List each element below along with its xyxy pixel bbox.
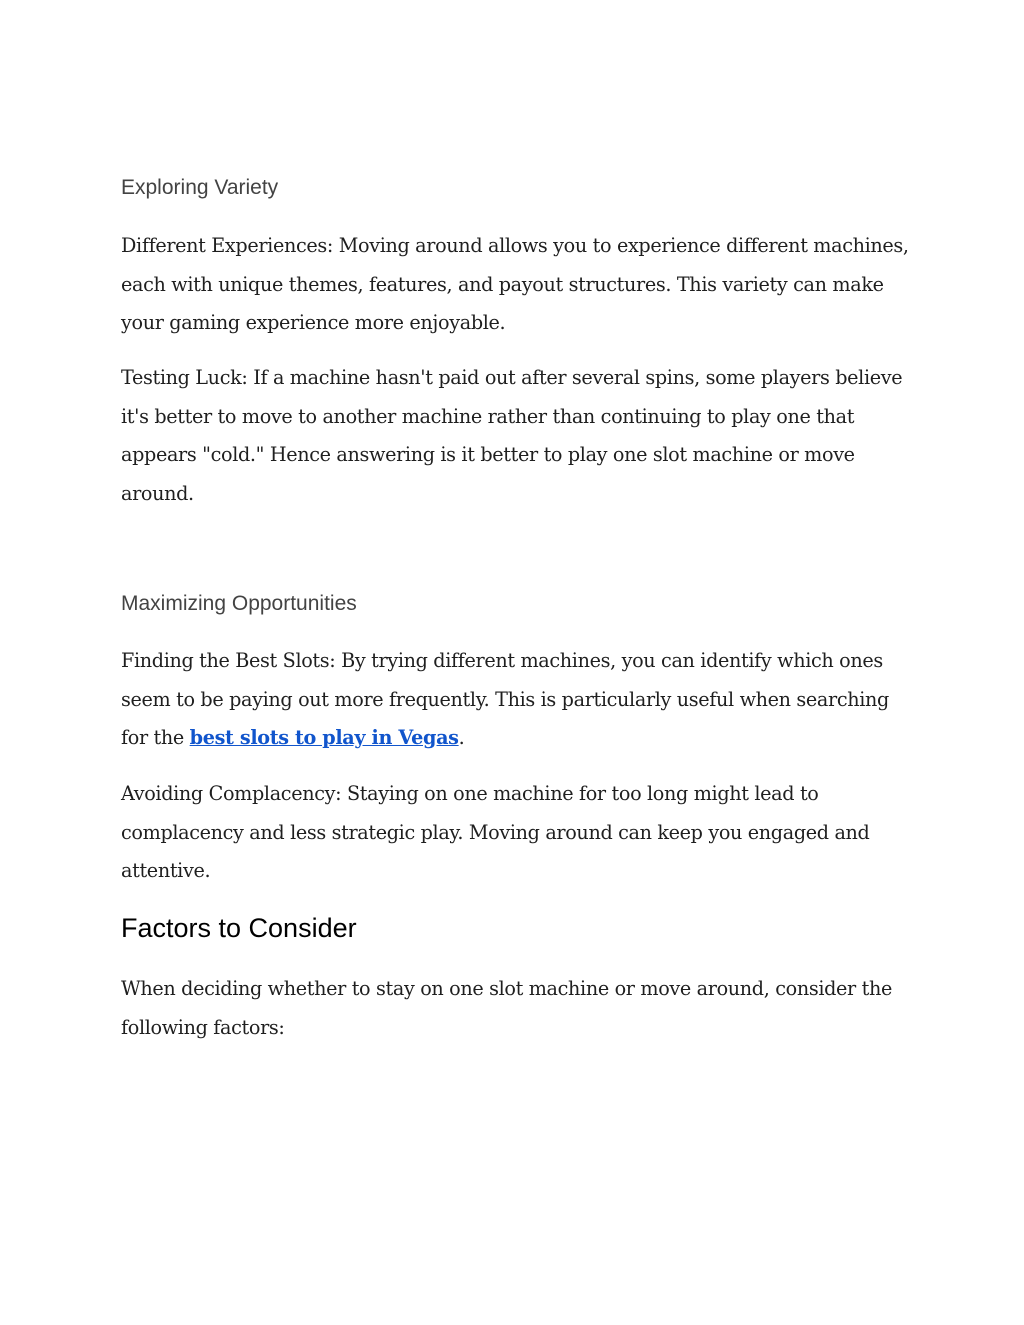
heading-factors-to-consider: Factors to Consider [121, 913, 357, 943]
paragraph-different-experiences: Different Experiences: Moving around allows you to experience different machines, each with unique themes, features, and payout structures. This variety can make your gaming experience more enjoyable. [121, 234, 909, 335]
paragraph-avoiding-complacency: Avoiding Complacency: Staying on one machine for too long might lead to complacency and less strategic play. Moving around can keep you engaged and attentive. [121, 782, 870, 883]
heading-exploring-variety: Exploring Variety [121, 176, 279, 199]
paragraph-testing-luck: Testing Luck: If a machine hasn't paid out after several spins, some players believe it's better to move to another machine rather than continuing to play one that appears "cold." Hence answering is it better to play one slot machine or move around. [121, 366, 903, 505]
paragraph-factors-intro: When deciding whether to stay on one slot machine or move around, consider the following factors: [121, 977, 892, 1039]
heading-maximizing-opportunities: Maximizing Opportunities [121, 592, 357, 615]
finding-best-period: . [458, 726, 465, 750]
paragraph-finding-best-slots [121, 642, 911, 758]
best-slots-link[interactable]: best slots to play in Vegas [189, 726, 459, 750]
finding-best-text: Finding the Best Slots: By trying different machines, you can identify which ones seem to be paying out more frequently. This is particularly useful when searching for the [121, 649, 889, 750]
